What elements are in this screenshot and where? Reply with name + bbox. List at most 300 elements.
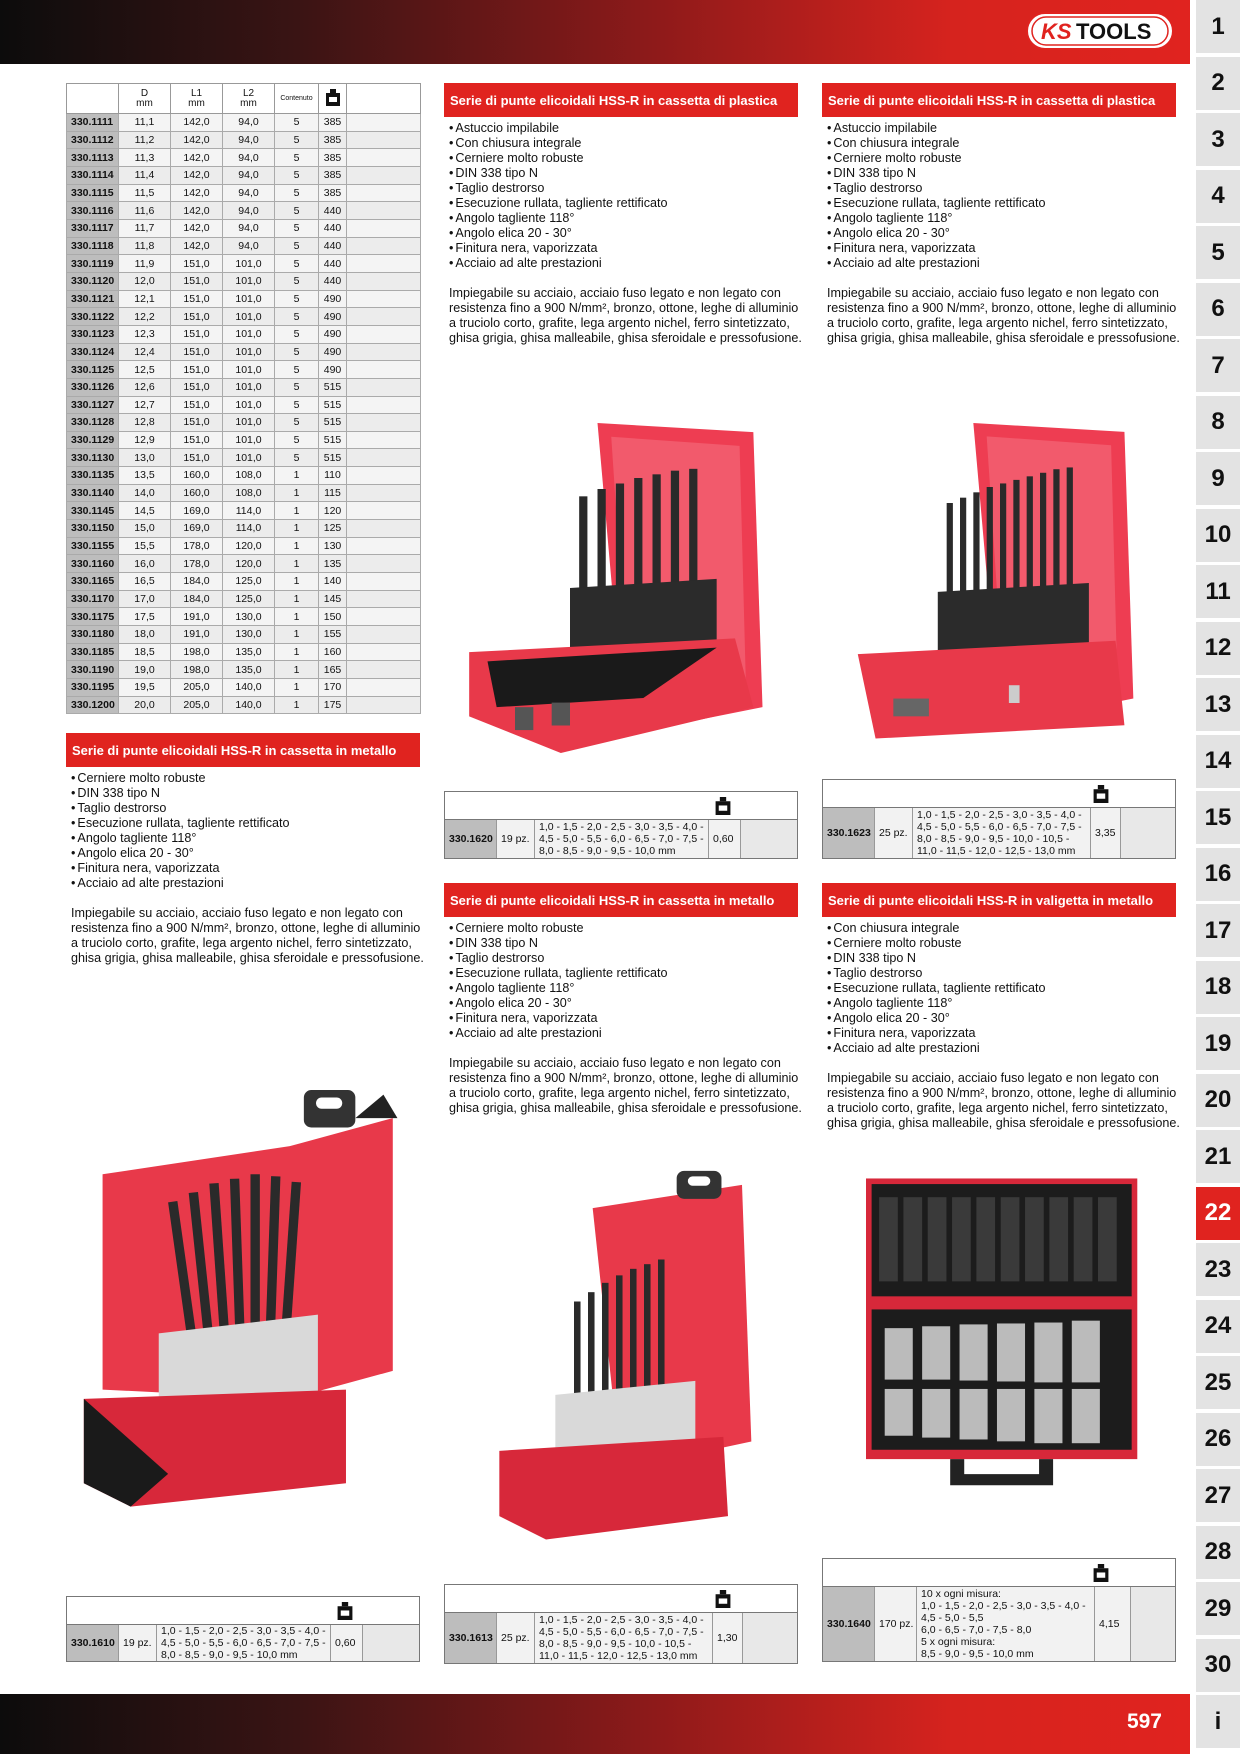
chapter-tab-29[interactable]: 29 bbox=[1196, 1582, 1240, 1635]
weight-cell: 440 bbox=[319, 272, 347, 290]
plastic-case-19-pcs-image bbox=[460, 393, 790, 783]
table-row bbox=[67, 555, 421, 573]
weight-cell: 175 bbox=[319, 696, 347, 714]
code-cell: 330.1120 bbox=[67, 272, 119, 290]
weight-cell: 160 bbox=[319, 643, 347, 661]
feature-item: • DIN 338 tipo N bbox=[449, 936, 799, 951]
d-cell: 13,0 bbox=[119, 449, 171, 467]
chapter-tab-6[interactable]: 6 bbox=[1196, 283, 1240, 336]
d-cell: 11,9 bbox=[119, 255, 171, 273]
weight-cell: 490 bbox=[319, 325, 347, 343]
section-title-330-1623: Serie di punte elicoidali HSS-R in cassetta di plastica bbox=[822, 83, 1176, 117]
l1-cell: 151,0 bbox=[171, 343, 223, 361]
product-weight: 0,60 bbox=[331, 1625, 363, 1661]
feature-item: • Esecuzione rullata, tagliente rettificato bbox=[71, 816, 421, 831]
table-row bbox=[67, 467, 421, 485]
blank-cell bbox=[347, 502, 421, 520]
code-cell: 330.1135 bbox=[67, 467, 119, 485]
chapter-tab-21[interactable]: 21 bbox=[1196, 1130, 1240, 1183]
ks-tools-logo bbox=[1026, 10, 1176, 52]
chapter-tab-26[interactable]: 26 bbox=[1196, 1413, 1240, 1466]
blank-cell bbox=[347, 378, 421, 396]
table-row bbox=[67, 679, 421, 697]
feature-item: • Taglio destrorso bbox=[449, 951, 799, 966]
l1-cell: 178,0 bbox=[171, 537, 223, 555]
d-cell: 16,0 bbox=[119, 555, 171, 573]
blank-cell bbox=[347, 696, 421, 714]
l1-cell: 184,0 bbox=[171, 590, 223, 608]
feature-item: • Astuccio impilabile bbox=[827, 121, 1177, 136]
d-cell: 11,1 bbox=[119, 114, 171, 132]
blank-cell bbox=[347, 537, 421, 555]
l1-cell: 151,0 bbox=[171, 414, 223, 432]
feature-item: • DIN 338 tipo N bbox=[71, 786, 421, 801]
blank-cell bbox=[741, 820, 797, 858]
l1-cell: 191,0 bbox=[171, 626, 223, 644]
weight-cell: 490 bbox=[319, 308, 347, 326]
table-row bbox=[67, 343, 421, 361]
order-table-330-1623 bbox=[822, 779, 1176, 859]
chapter-tab-3[interactable]: 3 bbox=[1196, 113, 1240, 166]
code-cell: 330.1185 bbox=[67, 643, 119, 661]
size-line: 6,0 - 6,5 - 7,0 - 7,5 - 8,0 bbox=[921, 1624, 1032, 1636]
l1-cell: 205,0 bbox=[171, 696, 223, 714]
plastic-case-25-pcs-image bbox=[840, 393, 1160, 773]
l2-cell: 94,0 bbox=[223, 202, 275, 220]
feature-item: • Esecuzione rullata, tagliente rettificato bbox=[449, 196, 799, 211]
weight-icon bbox=[1093, 785, 1109, 803]
blank-cell bbox=[347, 219, 421, 237]
feature-item: • Angolo elica 20 - 30° bbox=[449, 996, 799, 1011]
d-cell: 13,5 bbox=[119, 467, 171, 485]
contenuto-cell: 5 bbox=[275, 114, 319, 132]
blank-cell bbox=[347, 308, 421, 326]
chapter-tab-5[interactable]: 5 bbox=[1196, 226, 1240, 279]
contenuto-cell: 1 bbox=[275, 608, 319, 626]
order-table-header bbox=[823, 780, 1175, 808]
feature-item: • Finitura nera, vaporizzata bbox=[71, 861, 421, 876]
table-row bbox=[67, 573, 421, 591]
l1-cell: 142,0 bbox=[171, 202, 223, 220]
l1-cell: 151,0 bbox=[171, 308, 223, 326]
l2-cell: 120,0 bbox=[223, 537, 275, 555]
weight-cell: 385 bbox=[319, 184, 347, 202]
chapter-tab-2[interactable]: 2 bbox=[1196, 57, 1240, 110]
description-330-1610: Impiegabile su acciaio, acciaio fuso legato e non legato con resistenza fino a 900 N/mm², bronzo, ottone, leghe di alluminio a truciolo corto, grafite, lega argento nichel, ferro sintetizzato, ghisa grigia, ghisa malleabile, ghisa sferoidale e pressofusione. bbox=[71, 906, 424, 965]
chapter-tab-12[interactable]: 12 bbox=[1196, 622, 1240, 675]
blank-cell bbox=[347, 290, 421, 308]
l1-cell: 160,0 bbox=[171, 484, 223, 502]
feature-item: • Finitura nera, vaporizzata bbox=[827, 1026, 1177, 1041]
order-table-header bbox=[445, 1585, 797, 1613]
weight-cell: 490 bbox=[319, 343, 347, 361]
weight-cell: 385 bbox=[319, 131, 347, 149]
col-contenuto: Contenuto bbox=[275, 84, 319, 114]
l2-cell: 94,0 bbox=[223, 149, 275, 167]
chapter-tab-22[interactable]: 22 bbox=[1196, 1187, 1240, 1240]
l2-cell: 108,0 bbox=[223, 484, 275, 502]
d-cell: 12,9 bbox=[119, 431, 171, 449]
l2-cell: 101,0 bbox=[223, 290, 275, 308]
l2-cell: 101,0 bbox=[223, 325, 275, 343]
blank-cell bbox=[347, 237, 421, 255]
code-cell: 330.1155 bbox=[67, 537, 119, 555]
weight-icon bbox=[337, 1602, 353, 1620]
blank-cell bbox=[347, 661, 421, 679]
blank-cell bbox=[347, 184, 421, 202]
code-cell: 330.1190 bbox=[67, 661, 119, 679]
l1-cell: 142,0 bbox=[171, 131, 223, 149]
code-cell: 330.1117 bbox=[67, 219, 119, 237]
table-row bbox=[67, 520, 421, 538]
l1-cell: 151,0 bbox=[171, 272, 223, 290]
d-cell: 12,2 bbox=[119, 308, 171, 326]
chapter-tab-19[interactable]: 19 bbox=[1196, 1017, 1240, 1070]
description-330-1620: Impiegabile su acciaio, acciaio fuso legato e non legato con resistenza fino a 900 N/mm², bronzo, ottone, leghe di alluminio a truciolo corto, grafite, lega argento nichel, ferro sintetizzato, ghisa grigia, ghisa malleabile, ghisa sferoidale e pressofusione. bbox=[449, 286, 802, 345]
footer-bar bbox=[0, 1694, 1190, 1754]
chapter-tab-11[interactable]: 11 bbox=[1196, 565, 1240, 618]
d-cell: 14,5 bbox=[119, 502, 171, 520]
d-cell: 12,3 bbox=[119, 325, 171, 343]
weight-cell: 440 bbox=[319, 219, 347, 237]
blank-cell bbox=[347, 484, 421, 502]
feature-item: • Angolo tagliente 118° bbox=[827, 996, 1177, 1011]
contenuto-cell: 1 bbox=[275, 537, 319, 555]
l2-cell: 101,0 bbox=[223, 361, 275, 379]
feature-item: • Taglio destrorso bbox=[71, 801, 421, 816]
chapter-tab-1[interactable]: 1 bbox=[1196, 0, 1240, 53]
product-qty: 19 pz. bbox=[497, 820, 535, 858]
col-l2: L2 mm bbox=[223, 84, 275, 114]
l2-cell: 130,0 bbox=[223, 626, 275, 644]
product-weight: 4,15 bbox=[1095, 1587, 1131, 1661]
weight-cell: 115 bbox=[319, 484, 347, 502]
contenuto-cell: 1 bbox=[275, 467, 319, 485]
contenuto-cell: 1 bbox=[275, 555, 319, 573]
features-330-1623 bbox=[827, 121, 1177, 271]
features-330-1610 bbox=[71, 771, 421, 891]
weight-cell: 170 bbox=[319, 679, 347, 697]
chapter-tab-10[interactable]: 10 bbox=[1196, 509, 1240, 562]
blank-cell bbox=[347, 520, 421, 538]
blank-cell bbox=[347, 114, 421, 132]
l2-cell: 114,0 bbox=[223, 502, 275, 520]
contenuto-cell: 5 bbox=[275, 202, 319, 220]
feature-item: • Astuccio impilabile bbox=[449, 121, 799, 136]
chapter-tab-7[interactable]: 7 bbox=[1196, 339, 1240, 392]
feature-item: • Finitura nera, vaporizzata bbox=[449, 1011, 799, 1026]
table-row bbox=[67, 537, 421, 555]
chapter-tab-28[interactable]: 28 bbox=[1196, 1526, 1240, 1579]
col-blank bbox=[347, 84, 421, 114]
chapter-tab-9[interactable]: 9 bbox=[1196, 452, 1240, 505]
contenuto-cell: 1 bbox=[275, 590, 319, 608]
d-cell: 19,0 bbox=[119, 661, 171, 679]
d-cell: 18,5 bbox=[119, 643, 171, 661]
feature-item: • Con chiusura integrale bbox=[827, 921, 1177, 936]
blank-cell bbox=[347, 325, 421, 343]
metal-carry-case-170-pcs-image bbox=[866, 1175, 1156, 1500]
l1-cell: 151,0 bbox=[171, 396, 223, 414]
l1-cell: 169,0 bbox=[171, 502, 223, 520]
l2-cell: 101,0 bbox=[223, 308, 275, 326]
code-cell: 330.1195 bbox=[67, 679, 119, 697]
code-cell: 330.1116 bbox=[67, 202, 119, 220]
product-code: 330.1640 bbox=[823, 1587, 875, 1661]
code-cell: 330.1125 bbox=[67, 361, 119, 379]
product-qty: 19 pz. bbox=[119, 1625, 157, 1661]
weight-cell: 440 bbox=[319, 237, 347, 255]
d-cell: 11,3 bbox=[119, 149, 171, 167]
description-330-1640: Impiegabile su acciaio, acciaio fuso legato e non legato con resistenza fino a 900 N/mm², bronzo, ottone, leghe di alluminio a truciolo corto, grafite, lega argento nichel, ferro sintetizzato, ghisa grigia, ghisa malleabile, ghisa sferoidale e pressofusione. bbox=[827, 1071, 1180, 1130]
code-cell: 330.1130 bbox=[67, 449, 119, 467]
contenuto-cell: 5 bbox=[275, 361, 319, 379]
order-table-header bbox=[67, 1597, 419, 1625]
l1-cell: 142,0 bbox=[171, 166, 223, 184]
weight-cell: 165 bbox=[319, 661, 347, 679]
order-table-header bbox=[823, 1559, 1175, 1587]
feature-item: • Cerniere molto robuste bbox=[449, 921, 799, 936]
l2-cell: 125,0 bbox=[223, 590, 275, 608]
blank-cell bbox=[347, 149, 421, 167]
table-row bbox=[67, 608, 421, 626]
table-row bbox=[67, 414, 421, 432]
l1-cell: 142,0 bbox=[171, 149, 223, 167]
product-weight: 3,35 bbox=[1091, 808, 1121, 858]
feature-item: • Esecuzione rullata, tagliente rettificato bbox=[827, 196, 1177, 211]
l2-cell: 101,0 bbox=[223, 396, 275, 414]
contenuto-cell: 5 bbox=[275, 449, 319, 467]
table-row bbox=[67, 114, 421, 132]
code-cell: 330.1170 bbox=[67, 590, 119, 608]
blank-cell bbox=[363, 1625, 419, 1661]
page-number: 597 bbox=[1126, 1710, 1162, 1733]
blank-cell bbox=[347, 202, 421, 220]
feature-item: • Acciaio ad alte prestazioni bbox=[827, 1041, 1177, 1056]
l1-cell: 169,0 bbox=[171, 520, 223, 538]
section-title-330-1613: Serie di punte elicoidali HSS-R in cassetta in metallo bbox=[444, 883, 798, 917]
contenuto-cell: 5 bbox=[275, 378, 319, 396]
feature-item: • Esecuzione rullata, tagliente rettificato bbox=[827, 981, 1177, 996]
features-330-1640 bbox=[827, 921, 1177, 1056]
chapter-tab-23[interactable]: 23 bbox=[1196, 1243, 1240, 1296]
blank-cell bbox=[347, 414, 421, 432]
l1-cell: 142,0 bbox=[171, 114, 223, 132]
l2-cell: 130,0 bbox=[223, 608, 275, 626]
contenuto-cell: 5 bbox=[275, 308, 319, 326]
l2-cell: 135,0 bbox=[223, 661, 275, 679]
feature-item: • Acciaio ad alte prestazioni bbox=[449, 256, 799, 271]
feature-item: • Con chiusura integrale bbox=[449, 136, 799, 151]
d-cell: 11,2 bbox=[119, 131, 171, 149]
svg-text:TOOLS: TOOLS bbox=[1076, 19, 1152, 44]
product-code: 330.1613 bbox=[445, 1613, 497, 1663]
code-cell: 330.1126 bbox=[67, 378, 119, 396]
feature-item: • Cerniere molto robuste bbox=[449, 151, 799, 166]
code-cell: 330.1115 bbox=[67, 184, 119, 202]
chapter-tab-4[interactable]: 4 bbox=[1196, 170, 1240, 223]
product-sizes bbox=[917, 1587, 1095, 1661]
blank-cell bbox=[1131, 1587, 1175, 1661]
code-cell: 330.1118 bbox=[67, 237, 119, 255]
weight-cell: 440 bbox=[319, 255, 347, 273]
l1-cell: 151,0 bbox=[171, 325, 223, 343]
blank-cell bbox=[347, 255, 421, 273]
blank-cell bbox=[347, 679, 421, 697]
d-cell: 17,0 bbox=[119, 590, 171, 608]
l1-cell: 142,0 bbox=[171, 219, 223, 237]
l1-cell: 191,0 bbox=[171, 608, 223, 626]
weight-cell: 145 bbox=[319, 590, 347, 608]
blank-cell bbox=[347, 643, 421, 661]
spec-table bbox=[66, 83, 421, 714]
table-row bbox=[67, 290, 421, 308]
order-table-330-1640 bbox=[822, 1558, 1176, 1662]
weight-cell: 515 bbox=[319, 378, 347, 396]
l2-cell: 94,0 bbox=[223, 131, 275, 149]
blank-cell bbox=[347, 343, 421, 361]
col-l1: L1 mm bbox=[171, 84, 223, 114]
feature-item: • Cerniere molto robuste bbox=[827, 151, 1177, 166]
l1-cell: 178,0 bbox=[171, 555, 223, 573]
table-row bbox=[67, 378, 421, 396]
product-weight: 0,60 bbox=[709, 820, 741, 858]
feature-item: • Taglio destrorso bbox=[449, 181, 799, 196]
l1-cell: 151,0 bbox=[171, 449, 223, 467]
table-row bbox=[67, 255, 421, 273]
feature-item: • Angolo elica 20 - 30° bbox=[449, 226, 799, 241]
table-row bbox=[67, 431, 421, 449]
weight-cell: 155 bbox=[319, 626, 347, 644]
l2-cell: 120,0 bbox=[223, 555, 275, 573]
weight-icon bbox=[1093, 1564, 1109, 1582]
table-row bbox=[67, 308, 421, 326]
l2-cell: 140,0 bbox=[223, 696, 275, 714]
feature-item: • Finitura nera, vaporizzata bbox=[449, 241, 799, 256]
l2-cell: 140,0 bbox=[223, 679, 275, 697]
blank-cell bbox=[347, 431, 421, 449]
d-cell: 12,0 bbox=[119, 272, 171, 290]
l2-cell: 101,0 bbox=[223, 272, 275, 290]
size-line: 10 x ogni misura: bbox=[921, 1588, 1001, 1600]
weight-cell: 385 bbox=[319, 166, 347, 184]
contenuto-cell: 1 bbox=[275, 679, 319, 697]
table-row bbox=[67, 149, 421, 167]
l1-cell: 198,0 bbox=[171, 643, 223, 661]
table-row bbox=[67, 219, 421, 237]
blank-cell bbox=[347, 467, 421, 485]
contenuto-cell: 1 bbox=[275, 643, 319, 661]
chapter-tab-16[interactable]: 16 bbox=[1196, 848, 1240, 901]
code-cell: 330.1175 bbox=[67, 608, 119, 626]
size-line: 5 x ogni misura: bbox=[921, 1636, 996, 1648]
l2-cell: 94,0 bbox=[223, 219, 275, 237]
l2-cell: 94,0 bbox=[223, 166, 275, 184]
table-row bbox=[67, 396, 421, 414]
chapter-tab-15[interactable]: 15 bbox=[1196, 791, 1240, 844]
d-cell: 12,4 bbox=[119, 343, 171, 361]
l2-cell: 108,0 bbox=[223, 467, 275, 485]
chapter-tab-18[interactable]: 18 bbox=[1196, 961, 1240, 1014]
table-row bbox=[67, 131, 421, 149]
blank-cell bbox=[347, 608, 421, 626]
contenuto-cell: 1 bbox=[275, 573, 319, 591]
l1-cell: 151,0 bbox=[171, 431, 223, 449]
contenuto-cell: 1 bbox=[275, 696, 319, 714]
code-cell: 330.1200 bbox=[67, 696, 119, 714]
weight-cell: 515 bbox=[319, 396, 347, 414]
chapter-tab-13[interactable]: 13 bbox=[1196, 678, 1240, 731]
col-weight bbox=[319, 84, 347, 114]
code-cell: 330.1165 bbox=[67, 573, 119, 591]
code-cell: 330.1129 bbox=[67, 431, 119, 449]
blank-cell bbox=[347, 573, 421, 591]
blank-cell bbox=[347, 590, 421, 608]
d-cell: 12,6 bbox=[119, 378, 171, 396]
weight-cell: 385 bbox=[319, 149, 347, 167]
l1-cell: 151,0 bbox=[171, 361, 223, 379]
header-bar bbox=[0, 0, 1190, 64]
feature-item: • Cerniere molto robuste bbox=[71, 771, 421, 786]
l1-cell: 151,0 bbox=[171, 378, 223, 396]
table-row bbox=[67, 661, 421, 679]
weight-cell: 385 bbox=[319, 114, 347, 132]
l1-cell: 142,0 bbox=[171, 184, 223, 202]
chapter-tab-30[interactable]: 30 bbox=[1196, 1639, 1240, 1692]
l2-cell: 101,0 bbox=[223, 431, 275, 449]
weight-cell: 490 bbox=[319, 290, 347, 308]
table-row bbox=[67, 166, 421, 184]
feature-item: • Taglio destrorso bbox=[827, 181, 1177, 196]
contenuto-cell: 1 bbox=[275, 520, 319, 538]
blank-cell bbox=[347, 166, 421, 184]
code-cell: 330.1121 bbox=[67, 290, 119, 308]
contenuto-cell: 5 bbox=[275, 396, 319, 414]
contenuto-cell: 5 bbox=[275, 414, 319, 432]
code-cell: 330.1122 bbox=[67, 308, 119, 326]
d-cell: 12,5 bbox=[119, 361, 171, 379]
contenuto-cell: 5 bbox=[275, 184, 319, 202]
l1-cell: 151,0 bbox=[171, 290, 223, 308]
metal-case-19-pcs-image bbox=[66, 1090, 420, 1530]
feature-item: • Esecuzione rullata, tagliente rettificato bbox=[449, 966, 799, 981]
chapter-tab-24[interactable]: 24 bbox=[1196, 1300, 1240, 1353]
table-row bbox=[67, 184, 421, 202]
chapter-tab-27[interactable]: 27 bbox=[1196, 1469, 1240, 1522]
d-cell: 17,5 bbox=[119, 608, 171, 626]
chapter-tab-20[interactable]: 20 bbox=[1196, 1074, 1240, 1127]
product-sizes: 1,0 - 1,5 - 2,0 - 2,5 - 3,0 - 3,5 - 4,0 - 4,5 - 5,0 - 5,5 - 6,0 - 6,5 - 7,0 - 7,5 - 8,0 - 8,5 - 9,0 - 9,5 - 10,0 - 10,5 - 11,0 - 11,5 - 12,0 - 12,5 - 13,0 mm bbox=[913, 808, 1091, 858]
chapter-tab-17[interactable]: 17 bbox=[1196, 904, 1240, 957]
contenuto-cell: 5 bbox=[275, 325, 319, 343]
product-code: 330.1620 bbox=[445, 820, 497, 858]
l2-cell: 101,0 bbox=[223, 343, 275, 361]
contenuto-cell: 1 bbox=[275, 661, 319, 679]
d-cell: 11,7 bbox=[119, 219, 171, 237]
chapter-tab-i[interactable]: i bbox=[1196, 1695, 1240, 1748]
chapter-tab-8[interactable]: 8 bbox=[1196, 396, 1240, 449]
table-row bbox=[67, 237, 421, 255]
chapter-tab-25[interactable]: 25 bbox=[1196, 1356, 1240, 1409]
col-d: D mm bbox=[119, 84, 171, 114]
contenuto-cell: 5 bbox=[275, 166, 319, 184]
feature-item: • Angolo elica 20 - 30° bbox=[827, 226, 1177, 241]
contenuto-cell: 5 bbox=[275, 219, 319, 237]
table-row bbox=[67, 696, 421, 714]
feature-item: • Angolo tagliente 118° bbox=[449, 981, 799, 996]
weight-cell: 490 bbox=[319, 361, 347, 379]
chapter-tab-14[interactable]: 14 bbox=[1196, 735, 1240, 788]
